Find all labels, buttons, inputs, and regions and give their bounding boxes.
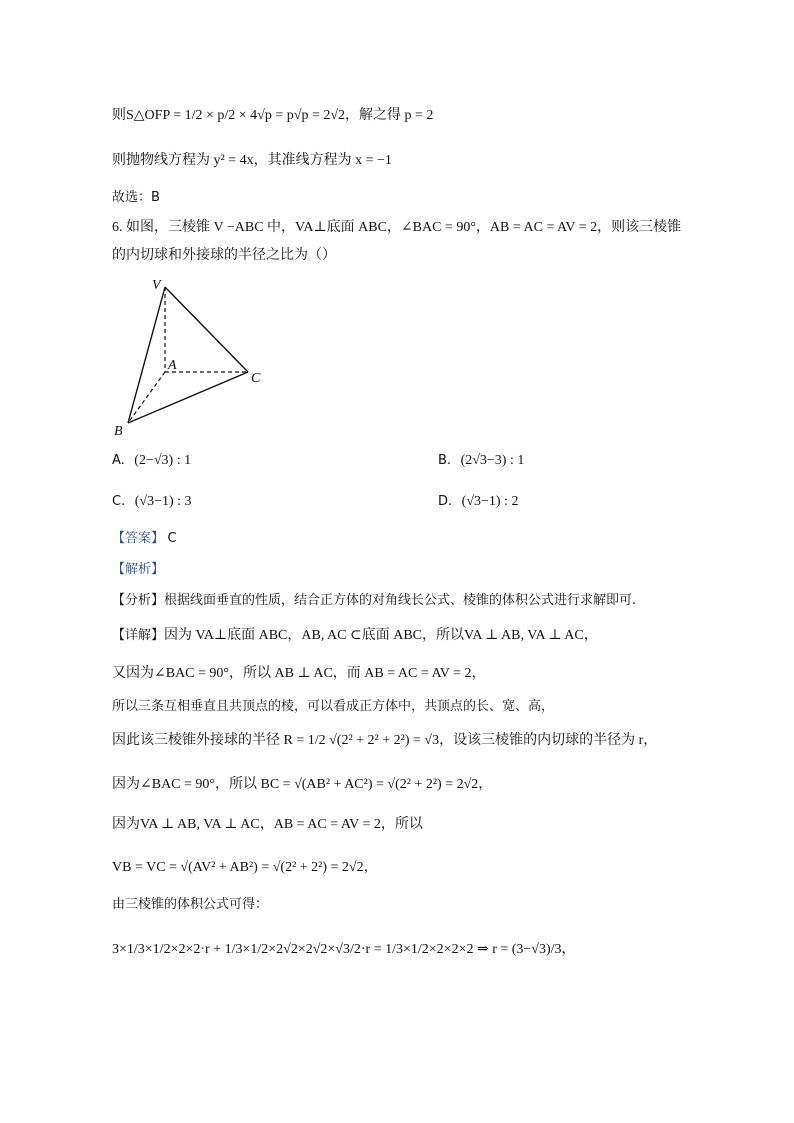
vertex-label-B: B bbox=[114, 424, 123, 439]
option-d-letter: D. bbox=[438, 494, 453, 509]
answer-line bbox=[112, 529, 177, 549]
question-6-stem: 6. 如图，三棱锥 V −ABC 中，VA⊥底面 ABC，∠BAC = 90°，AB = AC = AV = 2，则该三棱锥 bbox=[112, 220, 682, 235]
pyramid-figure bbox=[110, 275, 280, 440]
edge-VC bbox=[165, 287, 248, 372]
xiangjie-line bbox=[112, 626, 598, 646]
solution-line-area: 则S△OFP = 1/2 × p/2 × 4√p = p√p = 2√2，解之得 p = 2 bbox=[112, 108, 434, 123]
option-b bbox=[438, 451, 524, 471]
xiangjie-text: 因为 VA⊥底面 ABC，AB, AC ⊂底面 ABC，所以VA ⊥ AB, VA ⊥ AC， bbox=[164, 628, 598, 643]
solution-line-parabola: 则抛物线方程为 y² = 4x，其准线方程为 x = −1 bbox=[112, 153, 392, 168]
body-line-1: 又因为∠BAC = 90°，所以 AB ⊥ AC，而 AB = AC = AV = 2， bbox=[112, 666, 486, 681]
option-c-text: (√3−1) : 3 bbox=[134, 494, 192, 509]
question-6-stem-cont: 的内切球和外接球的半径之比为（） bbox=[112, 248, 336, 263]
answer-tag: 【答案】 bbox=[112, 531, 165, 546]
body-line-4: 因为∠BAC = 90°，所以 BC = √(AB² + AC²) = √(2² + 2²) = 2√2， bbox=[112, 777, 493, 792]
edge-VB bbox=[128, 287, 165, 423]
option-b-text: (2√3−3) : 1 bbox=[460, 453, 525, 468]
fenxi-line bbox=[112, 591, 636, 611]
body-line-7: 由三棱锥的体积公式可得： bbox=[112, 897, 269, 912]
option-a-text: (2−√3) : 1 bbox=[134, 453, 192, 468]
body-line-3: 因此该三棱锥外接球的半径 R = 1/2 √(2² + 2² + 2²) = √3，设该三棱锥的内切球的半径为 r， bbox=[112, 733, 658, 748]
body-line-5: 因为VA ⊥ AB, VA ⊥ AC，AB = AC = AV = 2，所以 bbox=[112, 817, 423, 832]
fenxi-text: 根据线面垂直的性质，结合正方体的对角线长公式、棱锥的体积公式进行求解即可. bbox=[164, 593, 637, 608]
option-c-letter: C. bbox=[112, 494, 126, 509]
option-a bbox=[112, 451, 191, 471]
solution-line-choice: 故选：B bbox=[112, 190, 160, 205]
option-b-letter: B. bbox=[438, 453, 452, 468]
vertex-label-V: V bbox=[152, 278, 161, 293]
vertex-label-C: C bbox=[251, 371, 261, 386]
vertex-label-A: A bbox=[168, 358, 177, 373]
option-d-text: (√3−1) : 2 bbox=[461, 494, 519, 509]
fenxi-tag: 【分析】 bbox=[112, 593, 165, 608]
option-d bbox=[438, 492, 518, 512]
body-line-8: 3×1/3×1/2×2×2·r + 1/3×1/2×2√2×2√2×√3/2·r = 1/3×1/2×2×2×2 ⇒ r = (3−√3)/3， bbox=[112, 942, 576, 957]
answer-value: C bbox=[167, 531, 177, 546]
xiangjie-tag: 【详解】 bbox=[112, 628, 165, 643]
body-line-6: VB = VC = √(AV² + AB²) = √(2² + 2²) = 2√2， bbox=[112, 860, 378, 875]
analysis-tag: 【解析】 bbox=[112, 562, 165, 577]
option-c bbox=[112, 492, 192, 512]
body-line-2: 所以三条互相垂直且共顶点的棱，可以看成正方体中，共顶点的长、宽、高， bbox=[112, 699, 555, 714]
option-a-letter: A. bbox=[112, 453, 125, 468]
